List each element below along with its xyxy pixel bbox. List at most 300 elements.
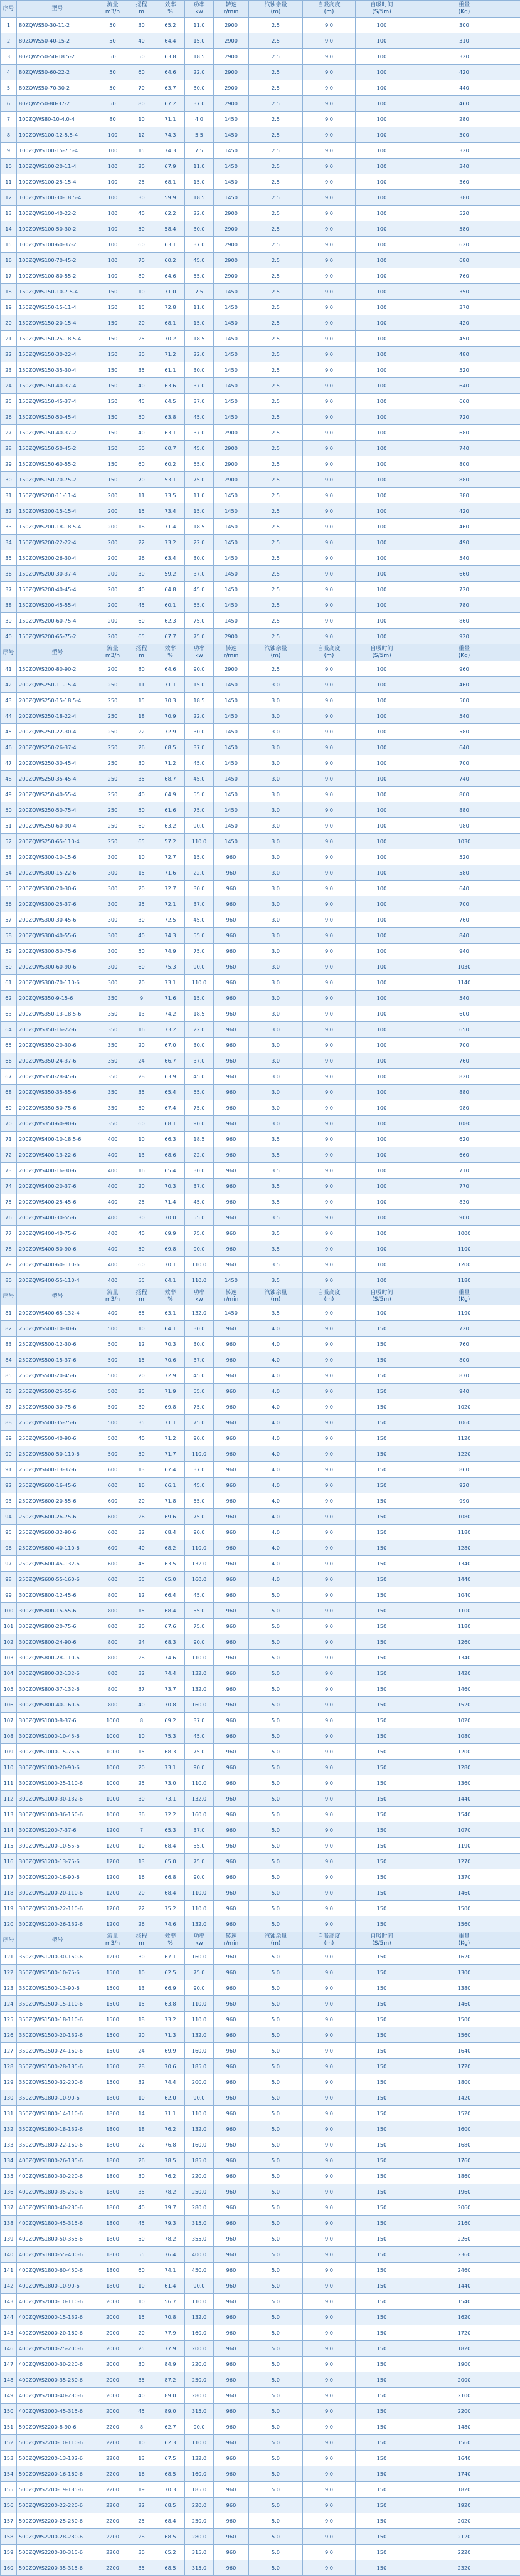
cell-suction-height: 9.0 xyxy=(303,2357,356,2372)
cell-flow: 350 xyxy=(98,1006,127,1022)
cell-suction-time: 150 xyxy=(356,1666,408,1681)
cell-speed: 960 xyxy=(214,1572,249,1587)
cell-speed: 1450 xyxy=(214,284,249,300)
cell-suction-height: 9.0 xyxy=(303,1022,356,1038)
cell-power: 45.0 xyxy=(185,441,214,456)
header-line: 流量 xyxy=(98,646,127,653)
cell-index: 127 xyxy=(1,2043,17,2059)
cell-model: 200ZQWS400-13-22-6 xyxy=(17,1147,98,1163)
cell-head: 40 xyxy=(127,928,156,944)
cell-head: 60 xyxy=(127,613,156,629)
cell-weight: 2220 xyxy=(408,2545,520,2560)
cell-npsh: 3.0 xyxy=(249,881,303,896)
cell-suction-time: 100 xyxy=(356,1210,408,1226)
cell-speed: 960 xyxy=(214,1179,249,1194)
cell-speed: 960 xyxy=(214,2482,249,2498)
cell-power: 55.0 xyxy=(185,928,214,944)
table-row xyxy=(1,818,520,834)
cell-head: 8 xyxy=(127,2419,156,2435)
table-row xyxy=(1,143,520,159)
cell-speed: 960 xyxy=(214,1949,249,1965)
table-row xyxy=(1,300,520,315)
cell-efficiency: 70.3 xyxy=(156,1179,185,1194)
header-line: 序号 xyxy=(1,1293,16,1300)
cell-speed: 960 xyxy=(214,1100,249,1116)
cell-suction-height: 9.0 xyxy=(303,1619,356,1634)
cell-suction-height: 9.0 xyxy=(303,112,356,127)
cell-power: 90.0 xyxy=(185,2278,214,2294)
cell-weight: 740 xyxy=(408,441,520,456)
cell-efficiency: 63.9 xyxy=(156,1069,185,1085)
cell-flow: 150 xyxy=(98,409,127,425)
header-suction-time xyxy=(356,1288,408,1305)
cell-weight: 1720 xyxy=(408,2325,520,2341)
cell-suction-height: 9.0 xyxy=(303,2231,356,2247)
cell-model: 80ZQWS50-40-15-2 xyxy=(17,33,98,49)
cell-head: 22 xyxy=(127,535,156,550)
cell-weight: 840 xyxy=(408,928,520,944)
cell-npsh: 5.0 xyxy=(249,1869,303,1885)
header-line: 汽蚀余量 xyxy=(249,1290,302,1296)
cell-speed: 1450 xyxy=(214,503,249,519)
cell-index: 122 xyxy=(1,1965,17,1980)
cell-model: 350ZQWS1200-30-160-6 xyxy=(17,1949,98,1965)
header-weight xyxy=(408,644,520,661)
table-row xyxy=(1,771,520,787)
cell-speed: 1450 xyxy=(214,566,249,582)
cell-efficiency: 64.6 xyxy=(156,268,185,284)
cell-suction-time: 100 xyxy=(356,425,408,441)
cell-flow: 300 xyxy=(98,944,127,959)
cell-speed: 1450 xyxy=(214,331,249,347)
cell-power: 37.0 xyxy=(185,237,214,253)
cell-speed: 2900 xyxy=(214,268,249,284)
cell-head: 11 xyxy=(127,677,156,693)
cell-weight: 310 xyxy=(408,33,520,49)
cell-head: 24 xyxy=(127,1053,156,1069)
cell-head: 60 xyxy=(127,65,156,80)
cell-power: 37.0 xyxy=(185,1352,214,1368)
cell-efficiency: 63.8 xyxy=(156,1996,185,2012)
table-row xyxy=(1,456,520,472)
cell-power: 160.0 xyxy=(185,2043,214,2059)
cell-suction-time: 150 xyxy=(356,1478,408,1493)
cell-speed: 960 xyxy=(214,1713,249,1728)
header-line: m3/h xyxy=(98,1940,127,1947)
cell-weight: 540 xyxy=(408,991,520,1006)
cell-npsh: 5.0 xyxy=(249,2153,303,2169)
table-row xyxy=(1,1775,520,1791)
cell-head: 50 xyxy=(127,2231,156,2247)
table-row xyxy=(1,1807,520,1822)
cell-suction-height: 9.0 xyxy=(303,2027,356,2043)
cell-model: 200ZQWS350-16-22-6 xyxy=(17,1022,98,1038)
cell-head: 50 xyxy=(127,49,156,65)
cell-speed: 960 xyxy=(214,1493,249,1509)
cell-weight: 440 xyxy=(408,80,520,96)
cell-suction-height: 9.0 xyxy=(303,661,356,677)
cell-flow: 150 xyxy=(98,425,127,441)
cell-suction-time: 100 xyxy=(356,1022,408,1038)
cell-weight: 1440 xyxy=(408,2278,520,2294)
cell-index: 77 xyxy=(1,1226,17,1241)
table-row xyxy=(1,1949,520,1965)
header-model xyxy=(17,1288,98,1305)
cell-index: 5 xyxy=(1,80,17,96)
cell-suction-height: 9.0 xyxy=(303,1273,356,1288)
cell-power: 37.0 xyxy=(185,425,214,441)
cell-index: 150 xyxy=(1,2404,17,2419)
table-row xyxy=(1,2357,520,2372)
cell-weight: 1460 xyxy=(408,1885,520,1901)
cell-head: 40 xyxy=(127,582,156,597)
cell-speed: 1450 xyxy=(214,787,249,802)
cell-speed: 960 xyxy=(214,2231,249,2247)
cell-head: 10 xyxy=(127,1838,156,1854)
cell-npsh: 3.0 xyxy=(249,928,303,944)
cell-suction-height: 9.0 xyxy=(303,2482,356,2498)
cell-suction-height: 9.0 xyxy=(303,1179,356,1194)
cell-efficiency: 70.0 xyxy=(156,1210,185,1226)
cell-npsh: 2.5 xyxy=(249,378,303,394)
table-row xyxy=(1,2404,520,2419)
cell-speed: 960 xyxy=(214,2278,249,2294)
cell-flow: 50 xyxy=(98,65,127,80)
cell-flow: 2000 xyxy=(98,2388,127,2404)
cell-speed: 960 xyxy=(214,2074,249,2090)
cell-suction-time: 150 xyxy=(356,2529,408,2545)
cell-suction-time: 100 xyxy=(356,802,408,818)
cell-speed: 960 xyxy=(214,1869,249,1885)
cell-efficiency: 62.3 xyxy=(156,2435,185,2451)
cell-head: 26 xyxy=(127,1916,156,1932)
header-line: 序号 xyxy=(1,649,16,656)
cell-index: 32 xyxy=(1,503,17,519)
cell-weight: 320 xyxy=(408,143,520,159)
cell-flow: 1800 xyxy=(98,2216,127,2231)
cell-model: 350ZQWS1500-20-132-6 xyxy=(17,2027,98,2043)
table-row xyxy=(1,677,520,693)
cell-suction-height: 9.0 xyxy=(303,268,356,284)
cell-suction-time: 100 xyxy=(356,221,408,237)
cell-head: 40 xyxy=(127,1226,156,1241)
cell-model: 200ZQWS350-50-75-6 xyxy=(17,1100,98,1116)
cell-suction-height: 9.0 xyxy=(303,190,356,206)
cell-index: 37 xyxy=(1,582,17,597)
cell-flow: 1000 xyxy=(98,1728,127,1744)
cell-suction-time: 100 xyxy=(356,33,408,49)
cell-model: 400ZQWS2000-10-110-6 xyxy=(17,2294,98,2310)
cell-npsh: 3.0 xyxy=(249,740,303,755)
cell-npsh: 2.5 xyxy=(249,221,303,237)
cell-suction-time: 100 xyxy=(356,1038,408,1053)
cell-speed: 960 xyxy=(214,865,249,881)
cell-model: 200ZQWS400-55-110-4 xyxy=(17,1273,98,1288)
table-row xyxy=(1,2231,520,2247)
cell-speed: 2900 xyxy=(214,253,249,268)
cell-flow: 400 xyxy=(98,1132,127,1147)
header-line: m xyxy=(127,1940,156,1947)
cell-speed: 960 xyxy=(214,1838,249,1854)
table-row xyxy=(1,1257,520,1273)
cell-power: 30.0 xyxy=(185,1321,214,1337)
cell-npsh: 3.0 xyxy=(249,677,303,693)
cell-weight: 2120 xyxy=(408,2529,520,2545)
cell-weight: 1820 xyxy=(408,2341,520,2357)
cell-model: 300ZQWS1000-10-45-6 xyxy=(17,1728,98,1744)
cell-model: 300ZQWS1200-20-110-6 xyxy=(17,1885,98,1901)
header-power xyxy=(185,644,214,661)
cell-suction-time: 100 xyxy=(356,237,408,253)
cell-suction-time: 100 xyxy=(356,597,408,613)
cell-flow: 1500 xyxy=(98,2043,127,2059)
cell-speed: 960 xyxy=(214,1337,249,1352)
cell-model: 200ZQWS250-22-30-4 xyxy=(17,724,98,740)
cell-head: 50 xyxy=(127,1241,156,1257)
cell-speed: 960 xyxy=(214,896,249,912)
cell-suction-height: 9.0 xyxy=(303,206,356,221)
cell-npsh: 5.0 xyxy=(249,1980,303,1996)
cell-head: 50 xyxy=(127,221,156,237)
cell-index: 63 xyxy=(1,1006,17,1022)
cell-model: 400ZQWS2000-35-250-6 xyxy=(17,2372,98,2388)
cell-suction-time: 150 xyxy=(356,1431,408,1446)
cell-weight: 500 xyxy=(408,693,520,708)
cell-speed: 1450 xyxy=(214,190,249,206)
table-row xyxy=(1,2529,520,2545)
cell-efficiency: 70.2 xyxy=(156,331,185,347)
table-header-row xyxy=(1,1,520,18)
cell-index: 102 xyxy=(1,1634,17,1650)
table-header-row xyxy=(1,1288,520,1305)
cell-head: 25 xyxy=(127,331,156,347)
cell-flow: 100 xyxy=(98,159,127,174)
cell-model: 150ZQWS200-30-37-4 xyxy=(17,566,98,582)
cell-weight: 580 xyxy=(408,865,520,881)
cell-speed: 1450 xyxy=(214,613,249,629)
cell-suction-height: 9.0 xyxy=(303,1478,356,1493)
cell-suction-time: 100 xyxy=(356,1116,408,1132)
header-line: 汽蚀余量 xyxy=(249,2,302,9)
cell-index: 154 xyxy=(1,2466,17,2482)
cell-npsh: 2.5 xyxy=(249,347,303,362)
cell-weight: 830 xyxy=(408,1194,520,1210)
cell-index: 100 xyxy=(1,1603,17,1619)
cell-npsh: 3.0 xyxy=(249,1053,303,1069)
cell-suction-time: 100 xyxy=(356,613,408,629)
cell-suction-time: 100 xyxy=(356,677,408,693)
cell-model: 200ZQWS400-25-45-6 xyxy=(17,1194,98,1210)
cell-suction-time: 100 xyxy=(356,441,408,456)
table-row xyxy=(1,834,520,849)
cell-suction-height: 9.0 xyxy=(303,550,356,566)
cell-power: 90.0 xyxy=(185,959,214,975)
cell-efficiency: 68.5 xyxy=(156,740,185,755)
cell-npsh: 5.0 xyxy=(249,1791,303,1807)
cell-model: 200ZQWS350-24-37-6 xyxy=(17,1053,98,1069)
cell-efficiency: 68.7 xyxy=(156,771,185,787)
cell-flow: 1000 xyxy=(98,1713,127,1728)
cell-power: 110.0 xyxy=(185,2294,214,2310)
table-row xyxy=(1,1069,520,1085)
cell-index: 103 xyxy=(1,1650,17,1666)
cell-head: 30 xyxy=(127,2357,156,2372)
cell-flow: 1800 xyxy=(98,2153,127,2169)
cell-suction-time: 100 xyxy=(356,268,408,284)
cell-efficiency: 71.4 xyxy=(156,519,185,535)
cell-efficiency: 63.2 xyxy=(156,818,185,834)
cell-efficiency: 75.2 xyxy=(156,1901,185,1916)
cell-suction-time: 150 xyxy=(356,2231,408,2247)
cell-suction-time: 100 xyxy=(356,693,408,708)
cell-suction-height: 9.0 xyxy=(303,2325,356,2341)
header-efficiency xyxy=(156,644,185,661)
cell-model: 250ZQWS600-20-55-6 xyxy=(17,1493,98,1509)
cell-model: 150ZQWS150-50-45-4 xyxy=(17,409,98,425)
cell-index: 54 xyxy=(1,865,17,881)
table-row xyxy=(1,661,520,677)
cell-power: 45.0 xyxy=(185,1194,214,1210)
cell-power: 30.0 xyxy=(185,724,214,740)
cell-efficiency: 68.1 xyxy=(156,174,185,190)
cell-suction-height: 9.0 xyxy=(303,2278,356,2294)
cell-index: 62 xyxy=(1,991,17,1006)
cell-index: 109 xyxy=(1,1744,17,1760)
table-row xyxy=(1,1305,520,1321)
cell-npsh: 5.0 xyxy=(249,1965,303,1980)
cell-npsh: 3.0 xyxy=(249,1006,303,1022)
cell-index: 148 xyxy=(1,2372,17,2388)
cell-model: 250ZQWS500-50-110-6 xyxy=(17,1446,98,1462)
cell-suction-time: 150 xyxy=(356,1949,408,1965)
cell-model: 250ZQWS600-26-75-6 xyxy=(17,1509,98,1525)
cell-power: 90.0 xyxy=(185,1869,214,1885)
cell-head: 30 xyxy=(127,566,156,582)
table-row xyxy=(1,18,520,33)
cell-speed: 1450 xyxy=(214,143,249,159)
table-row xyxy=(1,1572,520,1587)
cell-suction-height: 9.0 xyxy=(303,613,356,629)
cell-suction-height: 9.0 xyxy=(303,18,356,33)
cell-power: 37.0 xyxy=(185,378,214,394)
cell-weight: 1440 xyxy=(408,1791,520,1807)
cell-index: 49 xyxy=(1,787,17,802)
cell-index: 55 xyxy=(1,881,17,896)
cell-index: 155 xyxy=(1,2482,17,2498)
cell-efficiency: 59.9 xyxy=(156,190,185,206)
cell-index: 26 xyxy=(1,409,17,425)
cell-suction-time: 150 xyxy=(356,2435,408,2451)
cell-suction-height: 9.0 xyxy=(303,80,356,96)
cell-index: 31 xyxy=(1,488,17,503)
table-row xyxy=(1,802,520,818)
cell-npsh: 3.0 xyxy=(249,693,303,708)
cell-efficiency: 73.0 xyxy=(156,1775,185,1791)
cell-efficiency: 74.3 xyxy=(156,928,185,944)
cell-suction-height: 9.0 xyxy=(303,472,356,488)
cell-efficiency: 62.5 xyxy=(156,1965,185,1980)
cell-power: 400.0 xyxy=(185,2247,214,2263)
cell-speed: 2900 xyxy=(214,425,249,441)
cell-suction-height: 9.0 xyxy=(303,724,356,740)
cell-speed: 960 xyxy=(214,1525,249,1540)
cell-model: 200ZQWS400-16-30-6 xyxy=(17,1163,98,1179)
cell-index: 89 xyxy=(1,1431,17,1446)
cell-model: 100ZQWS100-40-22-2 xyxy=(17,206,98,221)
cell-efficiency: 74.6 xyxy=(156,1916,185,1932)
table-row xyxy=(1,1399,520,1415)
cell-efficiency: 71.1 xyxy=(156,112,185,127)
cell-speed: 2900 xyxy=(214,661,249,677)
header-line: % xyxy=(156,9,184,16)
cell-suction-height: 9.0 xyxy=(303,2513,356,2529)
cell-npsh: 5.0 xyxy=(249,2184,303,2200)
cell-model: 350ZQWS1800-22-160-6 xyxy=(17,2137,98,2153)
cell-npsh: 2.5 xyxy=(249,661,303,677)
cell-efficiency: 71.1 xyxy=(156,1415,185,1431)
cell-flow: 150 xyxy=(98,300,127,315)
cell-suction-time: 100 xyxy=(356,1132,408,1147)
cell-head: 10 xyxy=(127,849,156,865)
cell-speed: 2900 xyxy=(214,221,249,237)
cell-head: 13 xyxy=(127,1006,156,1022)
cell-head: 30 xyxy=(127,912,156,928)
cell-suction-time: 100 xyxy=(356,1194,408,1210)
cell-model: 200ZQWS300-60-90-6 xyxy=(17,959,98,975)
cell-suction-height: 9.0 xyxy=(303,693,356,708)
table-row xyxy=(1,582,520,597)
cell-index: 61 xyxy=(1,975,17,991)
cell-npsh: 3.0 xyxy=(249,1069,303,1085)
cell-speed: 1450 xyxy=(214,1305,249,1321)
cell-flow: 100 xyxy=(98,206,127,221)
cell-head: 40 xyxy=(127,1431,156,1446)
cell-model: 150ZQWS200-22-22-4 xyxy=(17,535,98,550)
cell-suction-time: 150 xyxy=(356,1885,408,1901)
cell-flow: 50 xyxy=(98,80,127,96)
cell-suction-time: 150 xyxy=(356,1493,408,1509)
table-row xyxy=(1,1241,520,1257)
cell-speed: 960 xyxy=(214,1478,249,1493)
cell-npsh: 5.0 xyxy=(249,2435,303,2451)
cell-power: 280.0 xyxy=(185,2529,214,2545)
cell-weight: 860 xyxy=(408,613,520,629)
cell-npsh: 5.0 xyxy=(249,2074,303,2090)
cell-index: 10 xyxy=(1,159,17,174)
header-line: 自吸时间 xyxy=(356,646,408,653)
cell-power: 37.0 xyxy=(185,1713,214,1728)
cell-power: 110.0 xyxy=(185,1540,214,1556)
cell-speed: 960 xyxy=(214,1038,249,1053)
cell-suction-height: 9.0 xyxy=(303,1241,356,1257)
cell-efficiency: 73.2 xyxy=(156,535,185,550)
cell-head: 60 xyxy=(127,237,156,253)
header-line: 自吸时间 xyxy=(356,1933,408,1940)
cell-model: 150ZQWS200-40-45-4 xyxy=(17,582,98,597)
header-npsh xyxy=(249,644,303,661)
cell-speed: 2900 xyxy=(214,456,249,472)
cell-npsh: 3.0 xyxy=(249,834,303,849)
cell-index: 95 xyxy=(1,1525,17,1540)
cell-npsh: 5.0 xyxy=(249,2216,303,2231)
cell-npsh: 5.0 xyxy=(249,2388,303,2404)
cell-npsh: 3.0 xyxy=(249,755,303,771)
cell-flow: 800 xyxy=(98,1681,127,1697)
cell-suction-height: 9.0 xyxy=(303,1807,356,1822)
table-row xyxy=(1,1321,520,1337)
cell-npsh: 5.0 xyxy=(249,2106,303,2121)
cell-suction-height: 9.0 xyxy=(303,503,356,519)
